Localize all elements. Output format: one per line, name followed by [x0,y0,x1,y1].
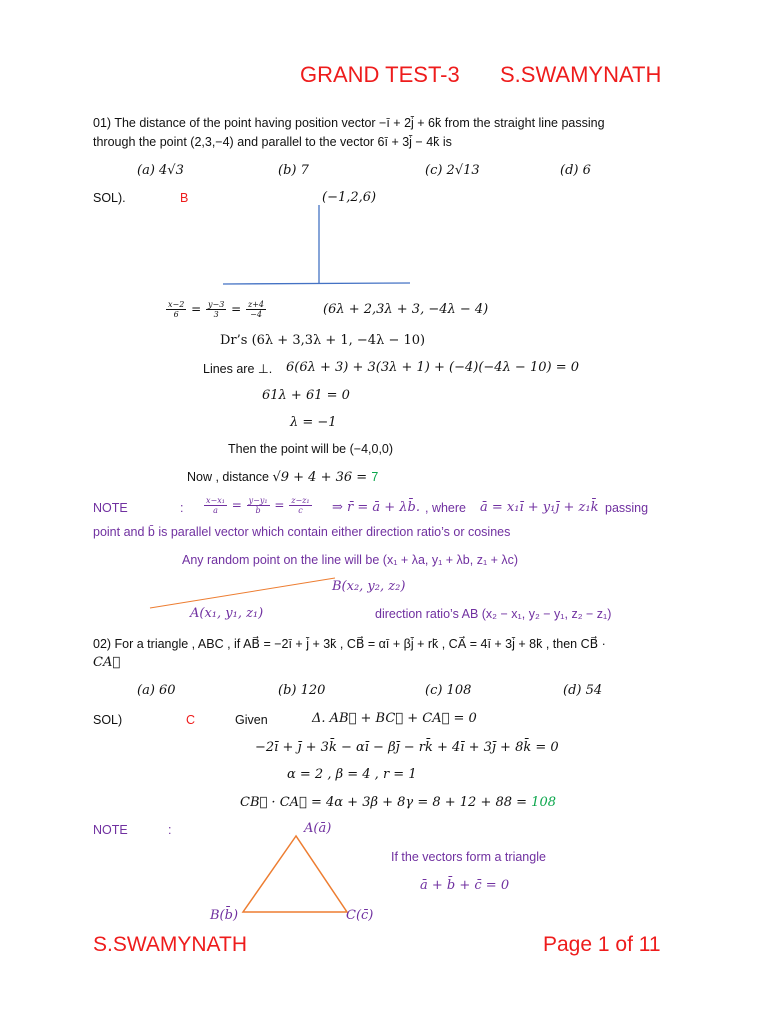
page-number: Page 1 of 11 [543,933,661,956]
q1-option-b: (b) 7 [278,163,309,178]
note1-random-point: Any random point on the line will be (x₁ + λa, y₁ + λb, z₁ + λc) [182,553,519,567]
triangle-vertex-b: B(b̄) [210,908,239,923]
note2-text: If the vectors form a triangle [391,850,546,864]
q1-line-equation: $\frac{x-2}{6}$ = $\frac{y-3}{3}$ = $\frac{z+4}{-4}$ [168,300,265,319]
note1-vector-eq: ⇒ r̄ = ā + λb̄. [332,500,420,515]
note1-a-definition: ā = x₁ī + y₁j̄ + z₁k̄ [480,500,599,515]
note1-point-b: B(x₂, y₂, z₂) [332,579,406,594]
q1-distance: Now , distance √9 + 4 + 36 = 7 [187,470,379,485]
ab-line [150,578,335,608]
q2-given: Given [235,713,268,727]
note1-where: , where [425,501,466,515]
q2-option-c: (c) 108 [425,683,472,698]
q1-answer: B [180,191,189,205]
header-author: S.SWAMYNATH [500,62,662,87]
q1-text-line1: 01) The distance of the point having position vector −ī + 2j̄ + 6k̄ from the straight line passing [93,116,605,130]
q2-text-line1: 02) For a triangle , ABC , if AB⃗ = −2ī + j̄ + 3k̄ , CB⃗ = αī + βj̄ + rk̄ , CA⃗ = 4ī + 3j̄ + 8k̄ , then CB⃗ · [93,637,606,651]
q2-sol-label: SOL) [93,713,123,727]
note1-point-a: A(x₁, y₁, z₁) [190,606,264,621]
q1-option-c: (c) 2√13 [425,163,480,178]
note2-sum-equation: ā + b̄ + c̄ = 0 [420,878,510,893]
q1-option-d: (d) 6 [560,163,591,178]
note1-label: NOTE [93,501,128,515]
q1-point-label: (−1,2,6) [322,190,377,205]
q1-text-line2: through the point (2,3,−4) and parallel to the vector 6ī + 3j̄ − 4k̄ is [93,135,452,149]
q1-equation-2: 61λ + 61 = 0 [262,388,350,403]
q1-point-text: Then the point will be (−4,0,0) [228,442,394,456]
note1-direction-ratios: direction ratio’s AB (x₂ − x₁, y₂ − y₁, z₂ − z₁) [375,607,612,621]
q1-perp-label: Lines are ⊥. [203,362,273,376]
triangle-vertex-a: A(ā) [304,821,332,836]
q1-perp-equation: 6(6λ + 3) + 3(3λ + 1) + (−4)(−4λ − 10) = 0 [286,360,580,375]
note1-colon: : [180,501,184,515]
given-line [223,283,410,284]
note1-passing: passing [605,501,649,515]
note1-line2: point and b̄ is parallel vector which contain either direction ratio’s or cosines [93,525,511,539]
q2-equation-2: α = 2 , β = 4 , r = 1 [287,767,417,782]
q2-option-a: (a) 60 [137,683,176,698]
q2-option-b: (b) 120 [278,683,326,698]
q2-equation-1: −2ī + j̄ + 3k̄ − αī − βj̄ − rk̄ + 4ī + 3j̄ + 8k̄ = 0 [255,740,559,755]
q2-text-line2: CA⃗ [93,655,121,670]
triangle-abc [243,836,347,912]
note2-colon: : [168,823,172,837]
test-title: GRAND TEST-3 [300,62,460,87]
q2-option-d: (d) 54 [563,683,603,698]
q2-equation-3: CB⃗ · CA⃗ = 4α + 3β + 8γ = 8 + 12 + 88 = 108 [240,795,556,810]
q2-answer: C [186,713,196,727]
q1-sol-label: SOL). [93,191,126,205]
note2-label: NOTE [93,823,128,837]
q1-drs: Dr’s (6λ + 3,3λ + 1, −4λ − 10) [220,333,426,348]
footer-author: S.SWAMYNATH [93,933,248,956]
note1-symmetric-form: $\frac{\text{x−x₁}}{a}$ = $\frac{\text{y−y₁}}{b}$ = $\frac{\text{z−z₁}}{c}$ [206,496,310,515]
q1-option-a: (a) 4√3 [137,163,184,178]
q1-equation-3: λ = −1 [290,415,337,430]
triangle-vertex-c: C(c̄) [346,908,374,923]
q1-general-point: (6λ + 2,3λ + 3, −4λ − 4) [323,302,489,317]
q2-triangle-equation: Δ. AB⃗ + BC⃗ + CA⃗ = 0 [312,711,477,726]
